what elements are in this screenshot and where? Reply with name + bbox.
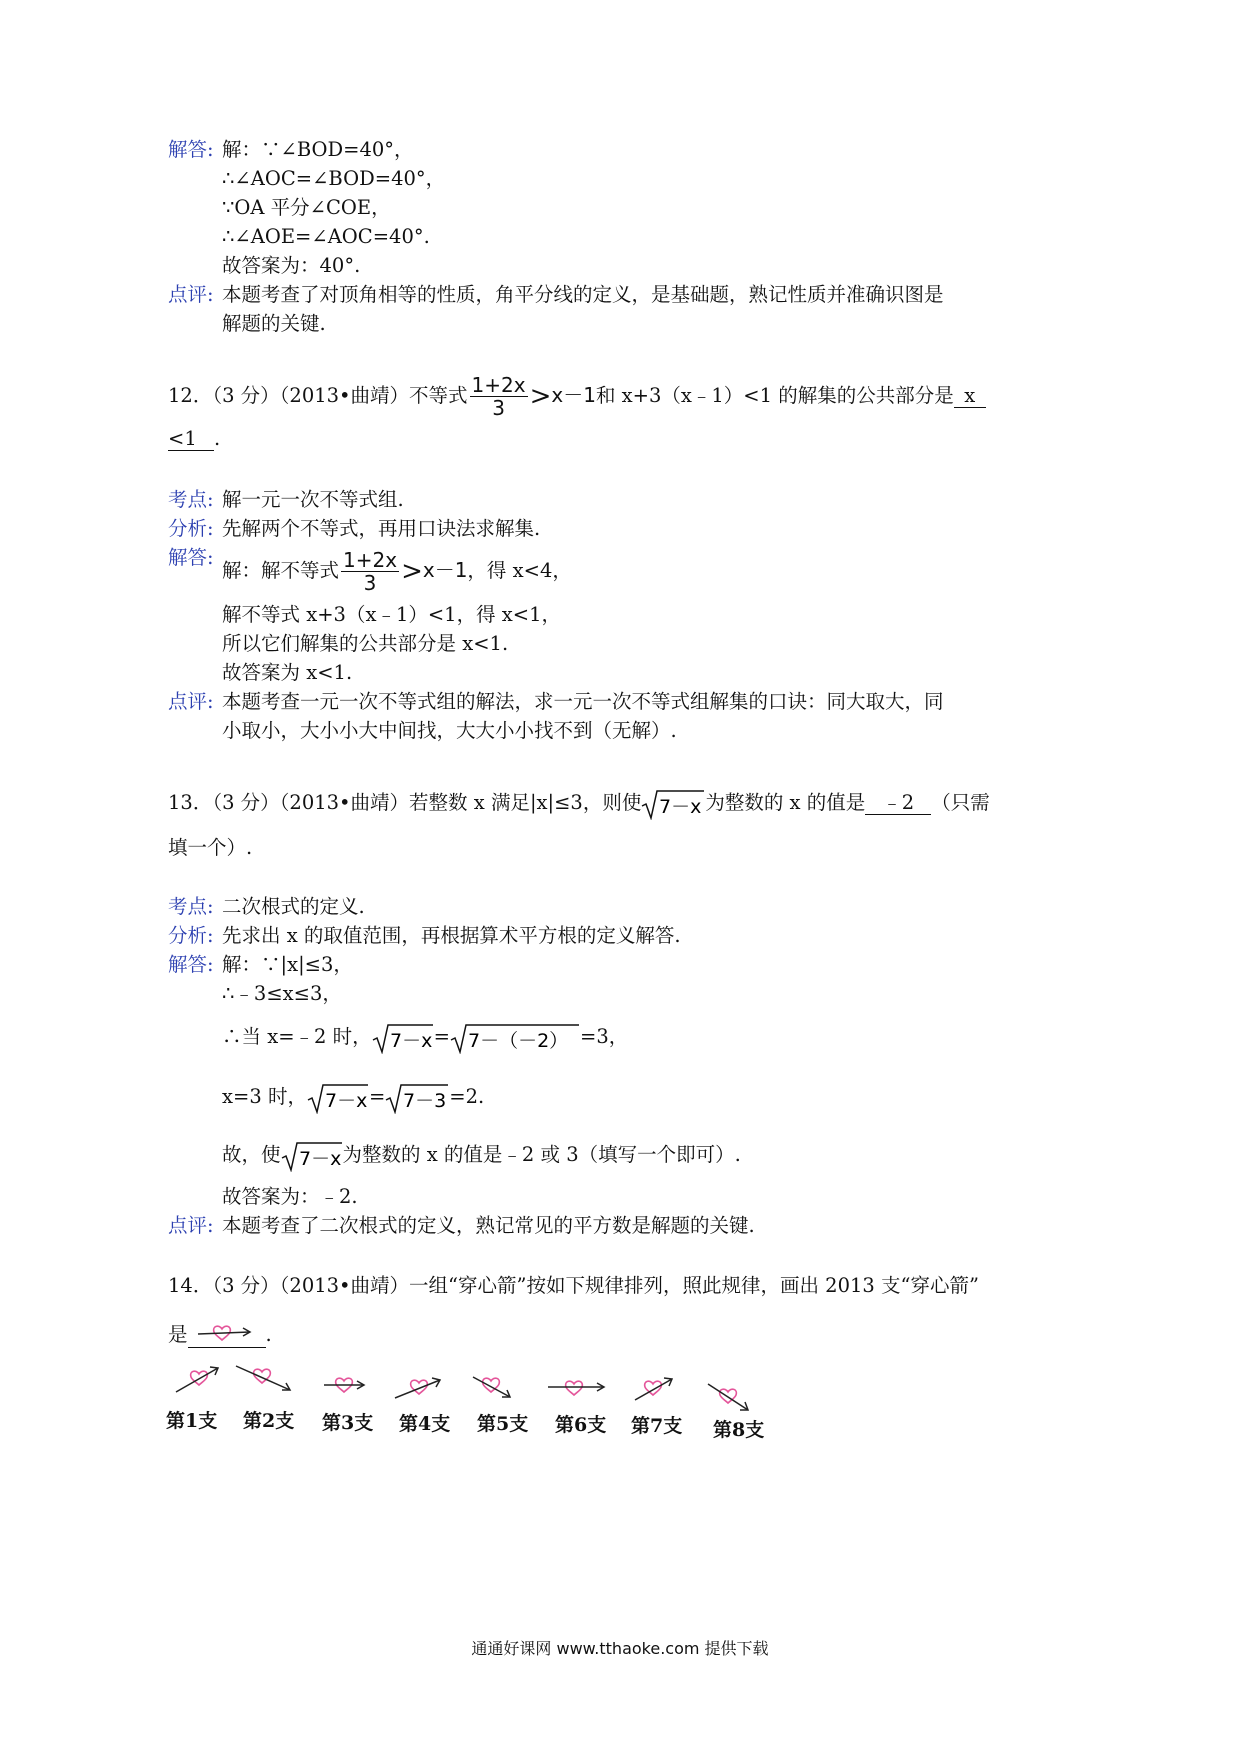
- q13-solution-line: ∴﹣3≤x≤3，: [222, 982, 342, 1005]
- comment-text: 本题考查了对顶角相等的性质，角平分线的定义，是基础题，熟记性质并准确识图是: [222, 283, 944, 306]
- radical-expression: [641, 788, 705, 820]
- answer-line: 故答案为：40°.: [222, 254, 361, 277]
- fraction-denominator: 3: [492, 396, 505, 420]
- page-footer: 通通好课网 www.tthaoke.com 提供下载: [471, 1639, 769, 1658]
- comment-tag: 点评:: [168, 690, 214, 713]
- solution-text: x=3 时，: [222, 1085, 307, 1108]
- figure-label: 第2支: [243, 1410, 295, 1432]
- q12-solution-line: 故答案为 x<1.: [222, 661, 353, 684]
- q12-fraction: [470, 374, 528, 419]
- answer-line: 解：∵∠BOD=40°，: [222, 138, 414, 161]
- q13-solution-line: 故答案为：﹣2.: [222, 1185, 358, 1208]
- q14-stem-b: 是: [168, 1323, 188, 1346]
- arrow-heart-icon: [632, 1374, 676, 1404]
- fraction-numerator: 1+2x: [471, 373, 526, 397]
- arrow-heart-icon: [172, 1362, 224, 1396]
- answer-tag: 解答:: [168, 138, 214, 161]
- answer-line: ∴∠AOE=∠AOC=40°.: [222, 225, 430, 248]
- comment-text: 本题考查一元一次不等式组的解法，求一元一次不等式组解集的口诀：同大取大，同: [222, 690, 944, 713]
- kaodian-tag: 考点:: [168, 895, 214, 918]
- solution-text: 故，使: [222, 1143, 281, 1166]
- comment-text: 小取小，大小小大中间找，大大小小找不到（无解）.: [222, 719, 677, 742]
- radicand: 7－（－2）: [467, 1029, 569, 1052]
- figure-label: 第5支: [477, 1413, 529, 1435]
- q13-solution-line: 解：∵|x|≤3，: [222, 953, 353, 976]
- arrow-heart-icon: [392, 1374, 446, 1402]
- q13-solution-line: [222, 1020, 628, 1054]
- q12-solution-line: [222, 544, 572, 596]
- solution-text: 解：解不等式: [222, 559, 340, 582]
- answer-tag: 解答:: [168, 953, 214, 976]
- fraction-numerator: 1+2x: [343, 548, 398, 572]
- equals-sign: =: [433, 1025, 450, 1048]
- q12-solution-fraction: [341, 549, 399, 594]
- radical-expression: [307, 1082, 369, 1114]
- radical-expression: [450, 1022, 580, 1054]
- greater-than-sign: >: [401, 556, 423, 587]
- figure-label: 第6支: [555, 1414, 607, 1436]
- arrow-heart-icon: [196, 1323, 254, 1345]
- q12-rhs: x－1: [551, 383, 596, 407]
- arrow-heart-icon: [232, 1360, 296, 1396]
- arrow-heart-icon: [704, 1380, 754, 1414]
- q12-end: .: [214, 427, 221, 450]
- equals-sign: =: [368, 1085, 386, 1108]
- q12-solution-line: 解不等式 x+3（x﹣1）<1，得 x<1，: [222, 603, 562, 626]
- question-12-stem-cont: [168, 426, 220, 452]
- comment-text: 本题考查了二次根式的定义，熟记常见的平方数是解题的关键.: [222, 1214, 755, 1237]
- fenxi-tag: 分析:: [168, 924, 214, 947]
- question-14-stem: 14．（3 分）（2013•曲靖）一组“穿心箭”按如下规律排列，照此规律，画出 2013 支“穿心箭”: [168, 1274, 979, 1297]
- radicand: 7－x: [659, 795, 702, 818]
- figure-label: 第8支: [713, 1419, 765, 1441]
- question-13-stem: [168, 786, 990, 820]
- radical-expression: [281, 1140, 343, 1172]
- solution-text: =3，: [579, 1025, 629, 1048]
- arrow-heart-icon: [546, 1376, 608, 1400]
- figure-label: 第7支: [631, 1415, 683, 1437]
- kaodian-text: 二次根式的定义.: [222, 895, 365, 918]
- solution-text: ∴当 x=﹣2 时，: [222, 1025, 372, 1048]
- solution-text: 为整数的 x 的值是﹣2 或 3（填写一个即可）.: [342, 1143, 741, 1166]
- q13-solution-line: [222, 1138, 741, 1172]
- answer-blank: ﹣2: [865, 792, 931, 815]
- fenxi-tag: 分析:: [168, 517, 214, 540]
- q13-stem-c: （只需: [931, 791, 990, 814]
- radicand: 7－x: [324, 1089, 368, 1112]
- answer-blank: x: [954, 385, 986, 408]
- q13-stem-a: 13．（3 分）（2013•曲靖）若整数 x 满足|x|≤3，则使: [168, 791, 642, 814]
- q13-stem-b: 为整数的 x 的值是: [705, 791, 866, 814]
- radicand: 7－x: [389, 1029, 432, 1052]
- solution-text: =2.: [449, 1085, 485, 1108]
- radical-expression: [372, 1022, 434, 1054]
- fraction-denominator: 3: [363, 571, 377, 595]
- arrow-heart-icon: [470, 1372, 516, 1402]
- q12-stem-a: 12．（3 分）（2013•曲靖）不等式: [168, 384, 468, 407]
- answer-blank: [188, 1323, 266, 1348]
- comment-text: 解题的关键.: [222, 312, 326, 335]
- answer-tag: 解答:: [168, 546, 214, 569]
- q12-solution-line: 所以它们解集的公共部分是 x<1.: [222, 632, 509, 655]
- q14-end: .: [265, 1323, 272, 1346]
- answer-blank: <1: [168, 428, 214, 451]
- fenxi-text: 先解两个不等式，再用口诀法求解集.: [222, 517, 541, 540]
- q12-stem-b: 和 x+3（x﹣1）<1 的解集的公共部分是: [595, 384, 954, 407]
- greater-than-sign: >: [529, 381, 552, 412]
- arrow-heart-icon: [322, 1372, 368, 1398]
- figure-label: 第1支: [166, 1410, 218, 1432]
- kaodian-tag: 考点:: [168, 488, 214, 511]
- comment-tag: 点评:: [168, 1214, 214, 1237]
- question-14-stem-cont: [168, 1322, 272, 1348]
- radicand: 7－x: [298, 1147, 341, 1170]
- question-12-stem: [168, 368, 986, 422]
- radical-expression: [385, 1082, 449, 1114]
- answer-line: ∵OA 平分∠COE，: [222, 196, 391, 219]
- figure-label: 第4支: [399, 1413, 451, 1435]
- fenxi-text: 先求出 x 的取值范围，再根据算术平方根的定义解答.: [222, 924, 681, 947]
- question-13-stem-cont: 填一个）.: [168, 836, 253, 859]
- figure-label: 第3支: [322, 1412, 374, 1434]
- radicand: 7－3: [403, 1089, 447, 1112]
- answer-line: ∴∠AOC=∠BOD=40°，: [222, 167, 446, 190]
- solution-text: ，得 x<4，: [467, 559, 572, 582]
- q12-rhs: x－1: [422, 558, 468, 582]
- kaodian-text: 解一元一次不等式组.: [222, 488, 404, 511]
- q13-solution-line: [222, 1080, 484, 1114]
- comment-tag: 点评:: [168, 283, 214, 306]
